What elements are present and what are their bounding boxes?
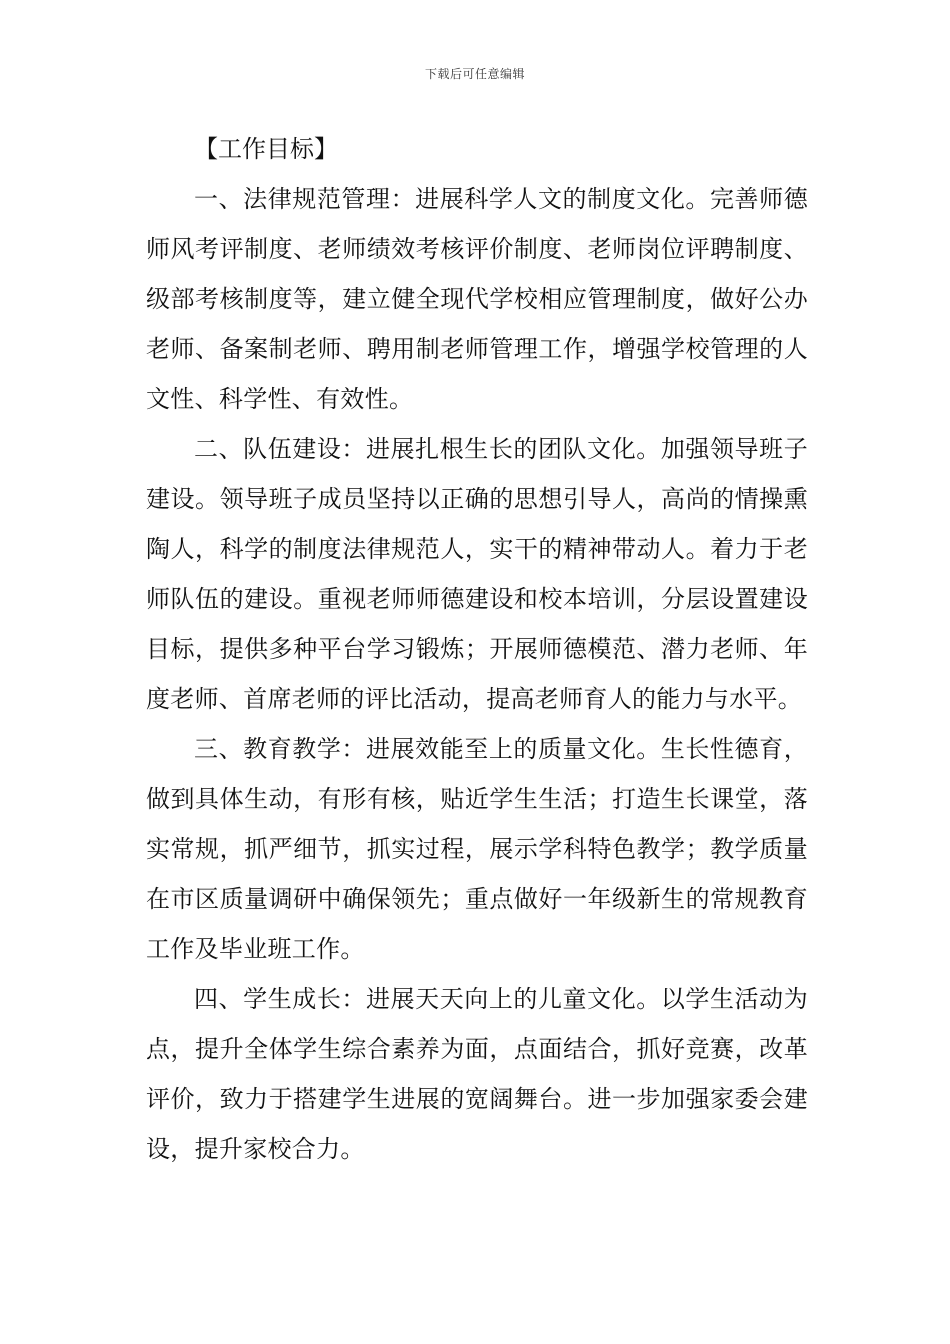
paragraph-student-growth: 四、学生成长：进展天天向上的儿童文化。以学生活动为点，提升全体学生综合素养为面，点面结合，抓好竞赛，改革评价，致力于搭建学生进展的宽阔舞台。进一步加强家委会建设，提升家校合力。 bbox=[146, 985, 808, 1163]
page-header-note: 下载后可任意编辑 bbox=[424, 67, 525, 81]
document-body bbox=[146, 124, 808, 1174]
paragraph-education-teaching: 三、教育教学：进展效能至上的质量文化。生长性德育，做到具体生动，有形有核，贴近学生生活；打造生长课堂，落实常规，抓严细节，抓实过程，展示学科特色教学；教学质量在市区质量调研中确保领先；重点做好一年级新生的常规教育工作及毕业班工作。 bbox=[146, 735, 808, 963]
section-heading: 【工作目标】 bbox=[194, 135, 338, 163]
paragraph-team-building: 二、队伍建设：进展扎根生长的团队文化。加强领导班子建设。领导班子成员坚持以正确的思想引导人，高尚的情操熏陶人，科学的制度法律规范人，实干的精神带动人。着力于老师队伍的建设。重视老师师德建设和校本培训，分层设置建设目标，提供多种平台学习锻炼；开展师德模范、潜力老师、年度老师、首席老师的评比活动，提高老师育人的能力与水平。 bbox=[146, 435, 808, 713]
paragraph-legal-management: 一、法律规范管理：进展科学人文的制度文化。完善师德师风考评制度、老师绩效考核评价制度、老师岗位评聘制度、级部考核制度等，建立健全现代学校相应管理制度，做好公办老师、备案制老师、聘用制老师管理工作，增强学校管理的人文性、科学性、有效性。 bbox=[146, 185, 808, 413]
